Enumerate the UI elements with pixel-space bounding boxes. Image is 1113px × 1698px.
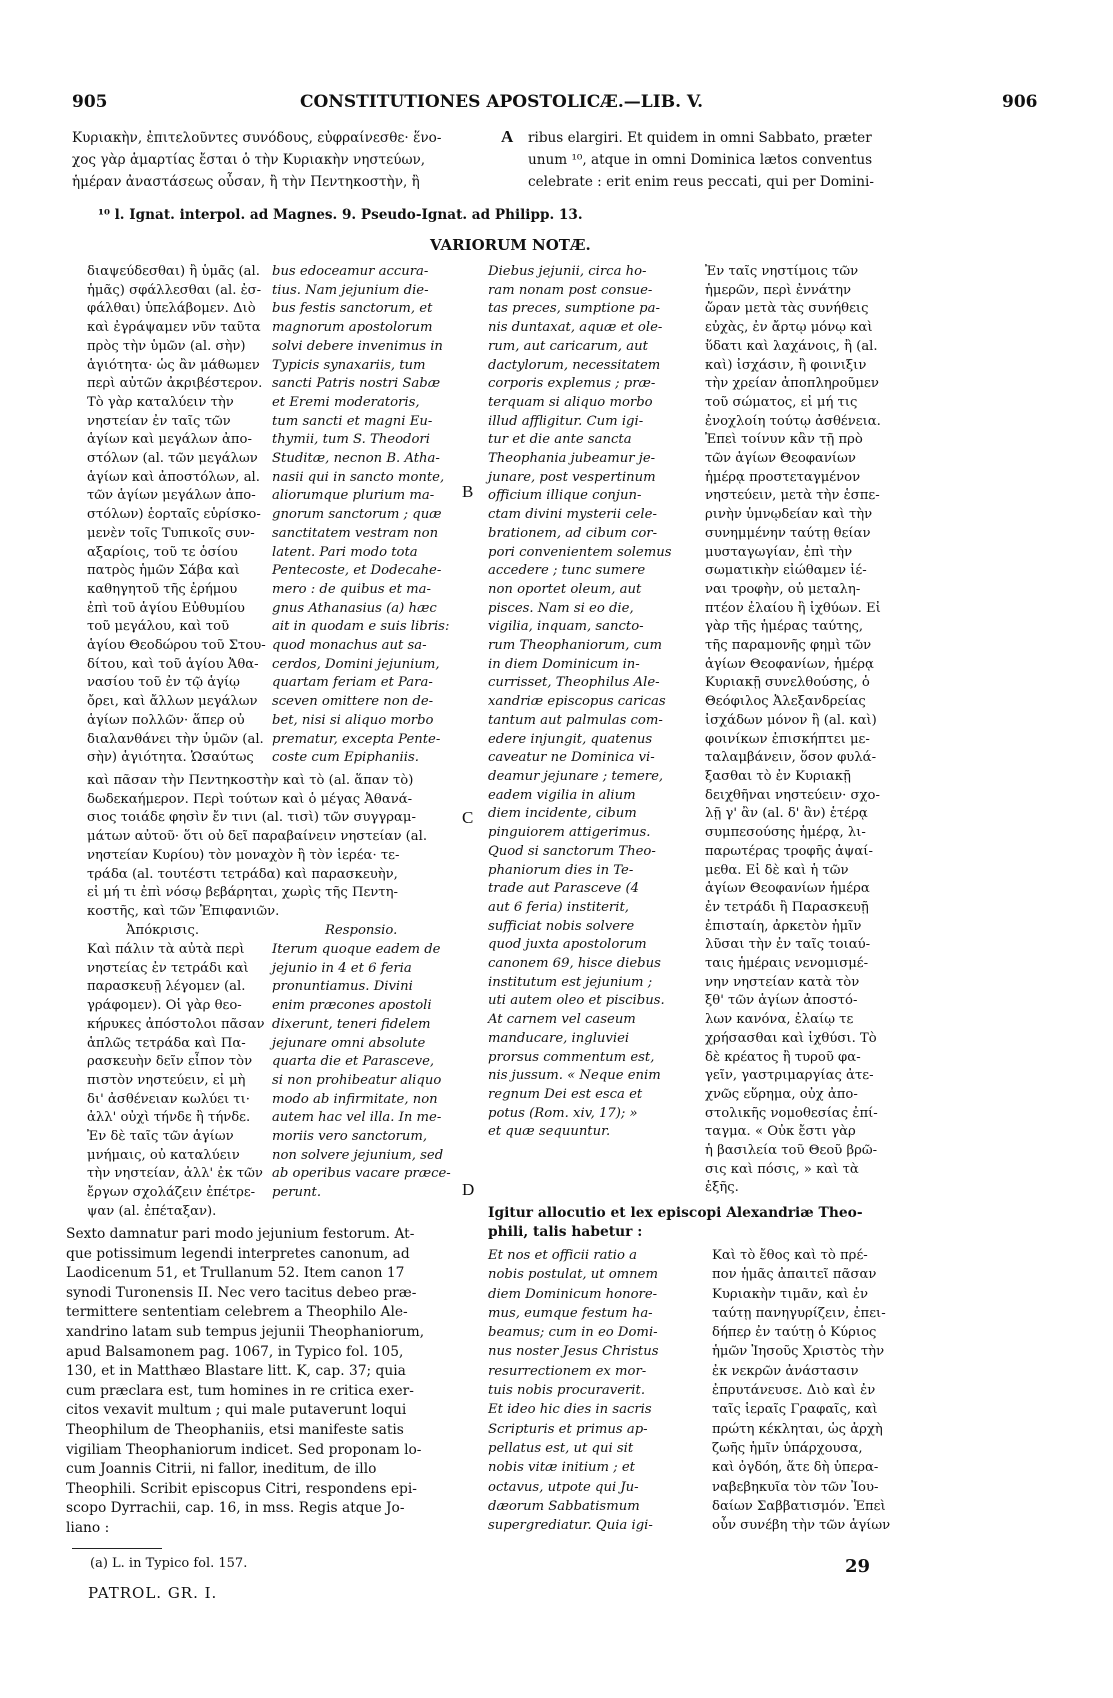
- text-line: Laodicenum 51, et Trullanum 52. Item canon 17: [66, 1265, 405, 1282]
- text-line: ναβεβηκυῖα τὸν τῶν Ἰου-: [712, 1479, 879, 1495]
- text-line: ctam divini mysterii cele-: [488, 507, 657, 523]
- text-line: dæorum Sabbatismum: [488, 1498, 640, 1514]
- text-line: ἐπρυτάνευσε. Διὸ καὶ ἐν: [712, 1383, 876, 1399]
- text-line: τοῦ μεγάλου, καὶ τοῦ: [87, 619, 230, 635]
- text-line: aliorumque plurium ma-: [272, 488, 435, 504]
- text-line: στόλων) ἑορταῖς εὑρίσκο-: [87, 507, 261, 523]
- text-line: δαίων Σαββατισμόν. Ἐπεὶ: [712, 1498, 886, 1514]
- column-2-lower-latin: [272, 941, 451, 1203]
- text-line: εὐχὰς, ἐν ἄρτῳ μόνῳ καὶ: [705, 320, 873, 336]
- text-line: apud Balsamonem pag. 1067, in Typico fol. 105,: [66, 1343, 404, 1360]
- text-line: ἁγιότητα· ὡς ἂν μάθωμεν: [87, 357, 260, 373]
- text-line: xandrino latam sub tempus jejunii Theophaniorum,: [66, 1323, 425, 1340]
- text-line: Κυριακὴν, ἐπιτελοῦντες συνόδους, εὐφραίνεσθε· ἕνο-: [72, 130, 442, 146]
- text-line: resurrectionem ex mor-: [488, 1363, 647, 1379]
- text-line: Τὸ γὰρ καταλύειν τὴν: [87, 394, 234, 410]
- text-line: trade aut Parasceve (4: [488, 881, 639, 897]
- text-line: αξαρίοις, τοῦ τε ὁσίου: [87, 544, 238, 560]
- text-line: pronuntiamus. Divini: [272, 979, 413, 995]
- text-line: Et nos et officii ratio a: [488, 1248, 637, 1263]
- text-line: cum Joannis Citrii, ni fallor, ineditum, de illo: [66, 1461, 377, 1478]
- text-line: Κυριακὴν τιμᾶν, καὶ ἐν: [712, 1286, 868, 1302]
- text-line: non solvere jejunium, sed: [272, 1147, 444, 1163]
- text-line: πατρὸς ἡμῶν Σάβα καὶ: [87, 563, 240, 579]
- text-line: νηστείαν ἐν ταῖς τῶν: [87, 413, 231, 429]
- text-line: officium illique conjun-: [488, 488, 642, 504]
- text-line: τράδα (al. τουτέστι τετράδα) καὶ παρασκευὴν,: [87, 866, 398, 882]
- text-line: Scripturis et primus ap-: [488, 1421, 648, 1437]
- responsio-label: Responsio.: [325, 923, 398, 938]
- text-line: παρασκευῇ λέγομεν (al.: [87, 979, 246, 995]
- text-line: σὴν) ἁγιότητα. Ὡσαύτως: [87, 750, 254, 766]
- footnote-a: (a) L. in Typico fol. 157.: [90, 1556, 248, 1571]
- text-line: magnorum apostolorum: [272, 320, 433, 336]
- text-line: tuis nobis procuraverit.: [488, 1383, 646, 1399]
- column-1-wide-greek: [87, 772, 427, 922]
- margin-letter-b: B: [462, 482, 474, 501]
- text-line: ταύτῃ πανηγυρίζειν, ἐπει-: [712, 1305, 886, 1321]
- text-line: eadem vigilia in alium: [488, 787, 636, 803]
- text-line: nus noster Jesus Christus: [488, 1344, 659, 1360]
- text-line: ἁγίων Θεοφανίων, ἡμέρᾳ: [705, 656, 874, 672]
- text-line: δωδεκαήμερον. Περὶ τούτων καὶ ὁ μέγας Ἀθανά-: [87, 791, 413, 807]
- text-line: ρασκευὴν δεῖν εἶπον τὸν: [87, 1054, 253, 1070]
- text-line: τῶν ἁγίων Θεοφανίων: [705, 451, 856, 467]
- text-line: ἡ βασιλεία τοῦ Θεοῦ βρῶ-: [705, 1143, 878, 1159]
- text-line: unum ¹⁰, atque in omni Dominica lætos conventus: [528, 152, 873, 168]
- text-line: dixerunt, teneri fidelem: [272, 1016, 431, 1032]
- text-line: σωματικὴν εἰώθαμεν ἰέ-: [705, 563, 867, 579]
- page-number-right: 906: [1002, 92, 1038, 112]
- text-line: Κυριακῇ συνελθούσης, ὁ: [705, 675, 870, 691]
- text-line: celebrate : erit enim reus peccati, qui per Domini-: [528, 174, 874, 190]
- text-line: σιος τοιάδε φησὶν ἔν τινι (al. τισὶ) τῶν συγγραμ-: [87, 810, 416, 826]
- text-line: ἐπισταίη, ἀρκετὸν ἡμῖν: [705, 918, 862, 934]
- text-line: πιστὸν νηστεύειν, εἰ μὴ: [87, 1072, 246, 1088]
- text-line: rum, aut caricarum, aut: [488, 338, 648, 354]
- text-line: διαλανθάνει τὴν ὑμῶν (al.: [87, 731, 264, 747]
- text-line: scopo Dyrrachii, cap. 16, in mss. Regis atque Jo-: [66, 1500, 405, 1517]
- text-line: κοστῆς, καὶ τῶν Ἐπιφανιῶν.: [87, 903, 280, 919]
- text-line: δειχθῆναι νηστεύειν· σχο-: [705, 787, 880, 803]
- text-line: manducare, ingluviei: [488, 1030, 630, 1046]
- text-line: prematur, excepta Pente-: [272, 731, 441, 747]
- text-line: uti autem oleo et piscibus.: [488, 993, 665, 1009]
- text-line: cum præclara est, tum homines in re critica exer-: [66, 1382, 414, 1399]
- text-line: Καὶ πάλιν τὰ αὐτὰ περὶ: [87, 942, 245, 957]
- text-line: Καὶ τὸ ἔθος καὶ τὸ πρέ-: [712, 1248, 868, 1263]
- text-line: χνῶς εὕρημα, οὐχ ἀπο-: [705, 1086, 858, 1102]
- text-line: παρωτέρας τροφῆς ἀψαί-: [705, 843, 873, 859]
- text-line: pellatus est, ut qui sit: [488, 1440, 634, 1456]
- text-line: prorsus commentum est,: [488, 1049, 655, 1065]
- text-line: enim præcones apostoli: [272, 998, 432, 1014]
- text-line: Quod si sanctorum Theo-: [488, 843, 656, 859]
- text-line: τοῦ σώματος, εἰ μή τις: [705, 394, 858, 410]
- text-line: sancti Patris nostri Sabæ: [272, 376, 441, 392]
- text-line: ναι τροφὴν, οὐ μεταλη-: [705, 581, 861, 597]
- margin-letter-a: A: [501, 127, 514, 146]
- text-line: ἔργων σχολάζειν ἐπέτρε-: [87, 1185, 256, 1201]
- text-line: Sexto damnatur pari modo jejunium festorum. At-: [66, 1226, 415, 1242]
- text-line: ὄρει, καὶ ἄλλων μεγάλων: [87, 694, 258, 710]
- text-line: πον ἡμᾶς ἀπαιτεῖ πᾶσαν: [712, 1267, 877, 1283]
- text-line: λῇ γ' ἂν (al. δ' ἂν) ἑτέρᾳ: [705, 806, 868, 822]
- right-latin: [488, 1246, 659, 1535]
- text-line: autem hac vel illa. In me-: [272, 1110, 442, 1126]
- text-line: συμπεσούσης ἡμέρᾳ, λι-: [705, 825, 866, 841]
- text-line: ἁγίων καὶ μεγάλων ἀπο-: [87, 432, 252, 448]
- text-line: νηστεύειν, μετὰ τὴν ἑσπε-: [705, 488, 880, 504]
- text-line: deamur jejunare ; temere,: [488, 768, 664, 784]
- text-line: solvi debere invenimus in: [272, 338, 443, 354]
- text-line: ἁγίων Θεοφανίων ἡμέρα: [705, 881, 870, 897]
- text-line: termittere sententiam celebrem a Theophilo Ale-: [66, 1304, 408, 1321]
- column-3-latin: [488, 263, 671, 1142]
- text-line: moriis vero sanctorum,: [272, 1129, 428, 1145]
- text-line: bus festis sanctorum, et: [272, 301, 433, 317]
- top-latin-text: [528, 127, 874, 193]
- text-line: diem incidente, cibum: [488, 806, 637, 822]
- text-line: caveatur ne Dominica vi-: [488, 750, 655, 766]
- text-line: in diem Dominicum in-: [488, 656, 640, 672]
- text-line: pori convenientem solemus: [488, 544, 672, 560]
- text-line: ἡμέρᾳ προστεταγμένον: [705, 469, 861, 485]
- text-line: νηστείαν Κυρίου) τὸν μοναχὸν ἢ τὸν ἱερέα· τε-: [87, 847, 400, 863]
- text-line: citos vexavit multum ; qui male putaverunt loqui: [66, 1402, 407, 1419]
- column-4-greek: [705, 263, 881, 1198]
- text-line: coste cum Epiphaniis.: [272, 750, 419, 766]
- text-line: ἑξῆς.: [705, 1180, 739, 1196]
- text-line: pinguiorem attigerimus.: [488, 825, 651, 841]
- text-line: δι' ἀσθένειαν κωλύει τι·: [87, 1091, 250, 1107]
- text-line: ἁπλῶς τετράδα καὶ Πα-: [87, 1035, 246, 1051]
- text-line: junare, post vespertinum: [488, 469, 656, 485]
- text-line: ἐνοχλοίη τούτῳ ἀσθένεια.: [705, 413, 881, 429]
- text-line: φοινίκων ἐπισκήπτει με-: [705, 731, 870, 747]
- text-line: latent. Pari modo tota: [272, 544, 418, 560]
- text-line: ὕδατι καὶ λαχάνοις, ἢ (al.: [705, 338, 878, 354]
- text-line: ἁγίου Θεοδώρου τοῦ Στου-: [87, 638, 266, 654]
- text-line: Pentecoste, et Dodecahe-: [272, 563, 442, 579]
- text-line: ἡμῶν Ἰησοῦς Χριστὸς τὴν: [712, 1344, 885, 1360]
- text-line: pisces. Nam si eo die,: [488, 600, 634, 616]
- text-line: ram nonam post consue-: [488, 282, 653, 298]
- text-line: κήρυκες ἀπόστολοι πᾶσαν: [87, 1016, 265, 1032]
- text-line: πρώτη κέκληται, ὡς ἀρχὴ: [712, 1421, 883, 1437]
- text-line: γράφομεν). Οἱ γὰρ θεο-: [87, 998, 242, 1014]
- text-line: brationem, ad cibum cor-: [488, 525, 658, 541]
- text-line: non oportet oleum, aut: [488, 581, 642, 597]
- text-line: ribus elargiri. Et quidem in omni Sabbato, præter: [528, 130, 872, 146]
- text-line: γεῖν, γαστριμαργίας ἀτε-: [705, 1068, 874, 1084]
- text-line: πτέον ἐλαίου ἢ ἰχθύων. Εἰ: [705, 600, 881, 616]
- text-line: Diebus jejunii, circa ho-: [488, 264, 647, 279]
- text-line: τῶν ἁγίων μεγάλων ἀπο-: [87, 488, 256, 504]
- text-line: vigilia, inquam, sancto-: [488, 619, 644, 635]
- column-1-lower-greek: [87, 941, 264, 1222]
- text-line: beamus; cum in eo Domi-: [488, 1325, 658, 1341]
- text-line: et quæ sequuntur.: [488, 1124, 611, 1140]
- text-line: νηστείας ἐν τετράδι καὶ: [87, 960, 249, 976]
- text-line: γὰρ τῆς ἡμέρας ταύτης,: [705, 619, 864, 635]
- text-line: δήπερ ἐν ταύτῃ ὁ Κύριος: [712, 1325, 877, 1341]
- text-line: καθηγητοῦ τῆς ἐρήμου: [87, 581, 238, 597]
- text-line: regnum Dei est esca et: [488, 1086, 643, 1102]
- text-line: εἰ μή τι ἐπὶ νόσῳ βεβάρηται, χωρὶς τῆς Πεντη-: [87, 885, 398, 901]
- text-line: nobis vitæ initium ; et: [488, 1460, 635, 1476]
- text-line: liano :: [66, 1519, 110, 1536]
- text-line: δίτου, καὶ τοῦ ἁγίου Ἀθα-: [87, 656, 259, 672]
- margin-letter-d: D: [462, 1180, 475, 1199]
- text-line: χρήσασθαι καὶ ἰχθύσι. Τὸ: [705, 1030, 877, 1046]
- text-line: τὴν χρείαν ἀποπληροῦμεν: [705, 376, 879, 392]
- text-line: ταλαμβάνειν, ὅσον φυλά-: [705, 750, 877, 766]
- text-line: mero : de quibus et ma-: [272, 581, 431, 597]
- left-bottom-text: [66, 1225, 424, 1539]
- text-line: At carnem vel caseum: [488, 1012, 636, 1028]
- column-1-greek: [87, 263, 266, 768]
- text-line: νασίου τοῦ ἐν τῷ ἁγίῳ: [87, 675, 240, 691]
- text-line: dactylorum, necessitatem: [488, 357, 661, 373]
- text-line: supergrediatur. Quia igi-: [488, 1518, 653, 1534]
- text-line: καὶ ἐγράψαμεν νῦν ταῦτα: [87, 320, 261, 336]
- signature-number: 29: [845, 1556, 871, 1577]
- text-line: modo ab infirmitate, non: [272, 1091, 438, 1107]
- text-line: Typicis synaxariis, tum: [272, 357, 426, 373]
- text-line: quod monachus aut sa-: [272, 638, 427, 654]
- text-line: que potissimum legendi interpretes canonum, ad: [66, 1245, 410, 1262]
- text-line: Theophili. Scribit episcopus Citri, respondens epi-: [66, 1480, 417, 1497]
- text-line: nobis postulat, ut omnem: [488, 1267, 658, 1283]
- text-line: potus (Rom. xiv, 17); »: [488, 1105, 638, 1121]
- margin-letter-c: C: [462, 808, 474, 827]
- text-line: quarta die et Parasceve,: [272, 1054, 435, 1070]
- apokrisis-label: Ἀπόκρισις.: [126, 923, 200, 938]
- text-line: quod juxta apostolorum: [488, 937, 647, 953]
- top-footnote: ¹⁰ l. Ignat. interpol. ad Magnes. 9. Pseudo-Ignat. ad Philipp. 13.: [98, 207, 583, 223]
- text-line: nis duntaxat, aquæ et ole-: [488, 320, 663, 336]
- text-line: cerdos, Domini jejunium,: [272, 656, 440, 672]
- text-line: tius. Nam jejunium die-: [272, 282, 429, 298]
- text-line: τῆς παραμονῆς φημὶ τῶν: [705, 638, 872, 654]
- text-line: terquam si aliquo morbo: [488, 394, 653, 410]
- text-line: octavus, utpote qui Ju-: [488, 1479, 639, 1495]
- text-line: synodi Turonensis II. Nec vero tacitus debeo præ-: [66, 1284, 417, 1301]
- text-line: canonem 69, hisce diebus: [488, 956, 661, 972]
- text-line: bus edoceamur accura-: [272, 264, 429, 279]
- text-line: σις καὶ πόσις, » καὶ τὰ: [705, 1161, 859, 1177]
- right-greek: [712, 1246, 890, 1535]
- text-line: sanctitatem vestram non: [272, 525, 439, 541]
- text-line: institutum est jejunium ;: [488, 974, 653, 990]
- text-line: ἰσχάδων μόνον ἢ (al. καὶ): [705, 712, 877, 728]
- signature-line: PATROL. GR. I.: [88, 1584, 218, 1602]
- text-line: rum Theophaniorum, cum: [488, 638, 663, 654]
- text-line: nis jussum. « Neque enim: [488, 1068, 661, 1084]
- text-line: μεθα. Εἰ δὲ καὶ ἡ τῶν: [705, 862, 849, 878]
- text-line: jejunare omni absolute: [272, 1035, 426, 1051]
- text-line: illud affligitur. Cum igi-: [488, 413, 644, 429]
- text-line: tas preces, sumptione pa-: [488, 301, 660, 317]
- text-line: si non prohibeatur aliquo: [272, 1072, 442, 1088]
- text-line: τὴν νηστείαν, ἀλλ' ἐκ τῶν: [87, 1166, 263, 1182]
- text-line: διαψεύδεσθαι) ἢ ὑμᾶς (al.: [87, 264, 260, 279]
- text-line: accedere ; tunc sumere: [488, 563, 646, 579]
- text-line: στόλων (al. τῶν μεγάλων: [87, 451, 258, 467]
- running-title: CONSTITUTIONES APOSTOLICÆ.—LIB. V.: [300, 92, 704, 112]
- text-line: ξασθαι τὸ ἐν Κυριακῇ: [705, 768, 851, 784]
- text-line: πρὸς τὴν ὑμῶν (al. σὴν): [87, 338, 246, 354]
- text-line: δὲ κρέατος ἢ τυροῦ φα-: [705, 1049, 861, 1065]
- text-line: Theophania jubeamur je-: [488, 451, 656, 467]
- top-greek-text: [72, 127, 441, 193]
- text-line: aut 6 feria) institerit,: [488, 899, 629, 915]
- text-line: Ἐν δὲ ταῖς τῶν ἁγίων: [87, 1129, 234, 1145]
- text-line: Iterum quoque eadem de: [272, 942, 441, 957]
- text-line: diem Dominicum honore-: [488, 1286, 658, 1302]
- text-line: οὖν συνέβη τὴν τῶν ἁγίων: [712, 1518, 891, 1534]
- text-line: gnorum sanctorum ; quæ: [272, 507, 442, 523]
- text-line: φάλθαι) ὑπελάβομεν. Διὸ: [87, 301, 256, 317]
- text-line: phili, talis habetur :: [488, 1224, 643, 1240]
- text-line: tur et die ante sancta: [488, 432, 632, 448]
- text-line: perunt.: [272, 1185, 322, 1201]
- text-line: ταῖς ἱεραῖς Γραφαῖς, καὶ: [712, 1402, 878, 1418]
- text-line: ἁγίων πολλῶν· ἅπερ οὐ: [87, 712, 245, 728]
- text-line: ζωῆς ἡμῖν ὑπάρχουσα,: [712, 1440, 863, 1456]
- text-line: ξθ' τῶν ἁγίων ἀποστό-: [705, 993, 858, 1009]
- text-line: thymii, tum S. Theodori: [272, 432, 430, 448]
- text-line: xandriæ episcopus caricas: [488, 694, 666, 710]
- text-line: Ἐπεὶ τοίνυν κἂν τῇ πρὸ: [705, 432, 863, 448]
- text-line: καὶ) ἰσχάσιν, ἢ φοινιξιν: [705, 357, 867, 373]
- text-line: sceven omittere non de-: [272, 694, 434, 710]
- text-line: jejunio in 4 et 6 feria: [272, 960, 412, 976]
- column-2-latin: [272, 263, 449, 768]
- text-line: καὶ ὀγδόη, ἅτε δὴ ὑπερα-: [712, 1460, 879, 1476]
- text-line: χος γὰρ ἁμαρτίας ἔσται ὁ τὴν Κυριακὴν νηστεύων,: [72, 152, 426, 168]
- text-line: ρινὴν ὑμνῳδείαν καὶ τὴν: [705, 507, 873, 523]
- page-number-left: 905: [72, 92, 108, 112]
- text-line: ἡμᾶς) σφάλλεσθαι (al. ἐσ-: [87, 282, 262, 298]
- text-line: et Eremi moderatoris,: [272, 394, 420, 410]
- text-line: νην νηστείαν κατὰ τὸν: [705, 974, 860, 990]
- text-line: corporis explemus ; præ-: [488, 376, 656, 392]
- text-line: ταγμα. « Οὐκ ἔστι γὰρ: [705, 1124, 856, 1140]
- text-line: ψαν (al. ἐπέταξαν).: [87, 1203, 217, 1219]
- text-line: Θεόφιλος Ἀλεξανδρείας: [705, 694, 866, 710]
- text-line: καὶ πᾶσαν τὴν Πεντηκοστὴν καὶ τὸ (al. ἅπαν τὸ): [87, 773, 414, 788]
- text-line: μάτων αὐτοῦ· ὅτι οὐ δεῖ παραβαίνειν νηστείαν (al.: [87, 829, 428, 845]
- text-line: 130, et in Matthæo Blastare litt. K, cap. 37; quia: [66, 1363, 406, 1380]
- text-line: ἀλλ' οὐχὶ τήνδε ἢ τήνδε.: [87, 1110, 251, 1126]
- text-line: μνήμαις, οὐ καταλύειν: [87, 1147, 240, 1163]
- text-line: bet, nisi si aliquo morbo: [272, 712, 434, 728]
- text-line: tum sancti et magni Eu-: [272, 413, 433, 429]
- text-line: mus, eumque festum ha-: [488, 1305, 653, 1321]
- text-line: περὶ αὐτῶν ἀκριβέστερον.: [87, 376, 263, 392]
- section-title: VARIORUM NOTÆ.: [430, 236, 591, 254]
- text-line: Ἐν ταῖς νηστίμοις τῶν: [705, 264, 859, 279]
- text-line: ἡμερῶν, περὶ ἐννάτην: [705, 282, 852, 298]
- text-line: quartam feriam et Para-: [272, 675, 433, 691]
- text-line: vigiliam Theophaniorum indicet. Sed proponam lo-: [66, 1441, 422, 1458]
- text-line: ἡμέραν ἀναστάσεως οὖσαν, ἢ τὴν Πεντηκοστὴν, ἢ: [72, 174, 420, 190]
- text-line: ἐπὶ τοῦ ἁγίου Εὐθυμίου: [87, 600, 245, 616]
- text-line: currisset, Theophilus Ale-: [488, 675, 660, 691]
- text-line: Et ideo hic dies in sacris: [488, 1402, 652, 1418]
- text-line: ait in quodam e suis libris:: [272, 619, 450, 635]
- text-line: tantum aut palmulas com-: [488, 712, 663, 728]
- footnote-rule: [72, 1548, 162, 1549]
- text-line: ab operibus vacare præce-: [272, 1166, 451, 1182]
- text-line: ὥραν μετὰ τὰς συνήθεις: [705, 301, 869, 317]
- text-line: λῦσαι τὴν ἐν ταῖς τοιαύ-: [705, 937, 871, 953]
- text-line: Theophilum de Theophaniis, etsi manifeste satis: [66, 1421, 404, 1438]
- text-line: συνημμένην ταύτῃ θείαν: [705, 525, 871, 541]
- text-line: phaniorum dies in Te-: [488, 862, 634, 878]
- text-line: sufficiat nobis solvere: [488, 918, 635, 934]
- text-line: ἁγίων καὶ ἀποστόλων, al.: [87, 469, 260, 485]
- text-line: nasii qui in sancto monte,: [272, 469, 445, 485]
- text-line: Igitur allocutio et lex episcopi Alexandriæ Theo-: [488, 1205, 863, 1221]
- text-line: gnus Athanasius (a) hæc: [272, 600, 437, 616]
- text-line: ἐκ νεκρῶν ἀνάστασιν: [712, 1363, 859, 1379]
- text-line: μυσταγωγίαν, ἐπὶ τὴν: [705, 544, 853, 560]
- text-line: ἐν τετράδι ἢ Παρασκευῇ: [705, 899, 869, 915]
- text-line: ταις ἡμέραις νενομισμέ-: [705, 956, 869, 972]
- text-line: μενὲν τοῖς Τυπικοῖς συν-: [87, 525, 255, 541]
- text-line: edere injungit, quatenus: [488, 731, 653, 747]
- text-line: στολικῆς νομοθεσίας ἐπί-: [705, 1105, 878, 1121]
- text-line: Studitæ, necnon B. Atha-: [272, 451, 440, 467]
- text-line: λων κανόνα, ἐλαίῳ τε: [705, 1012, 854, 1028]
- right-heading: [488, 1204, 863, 1242]
